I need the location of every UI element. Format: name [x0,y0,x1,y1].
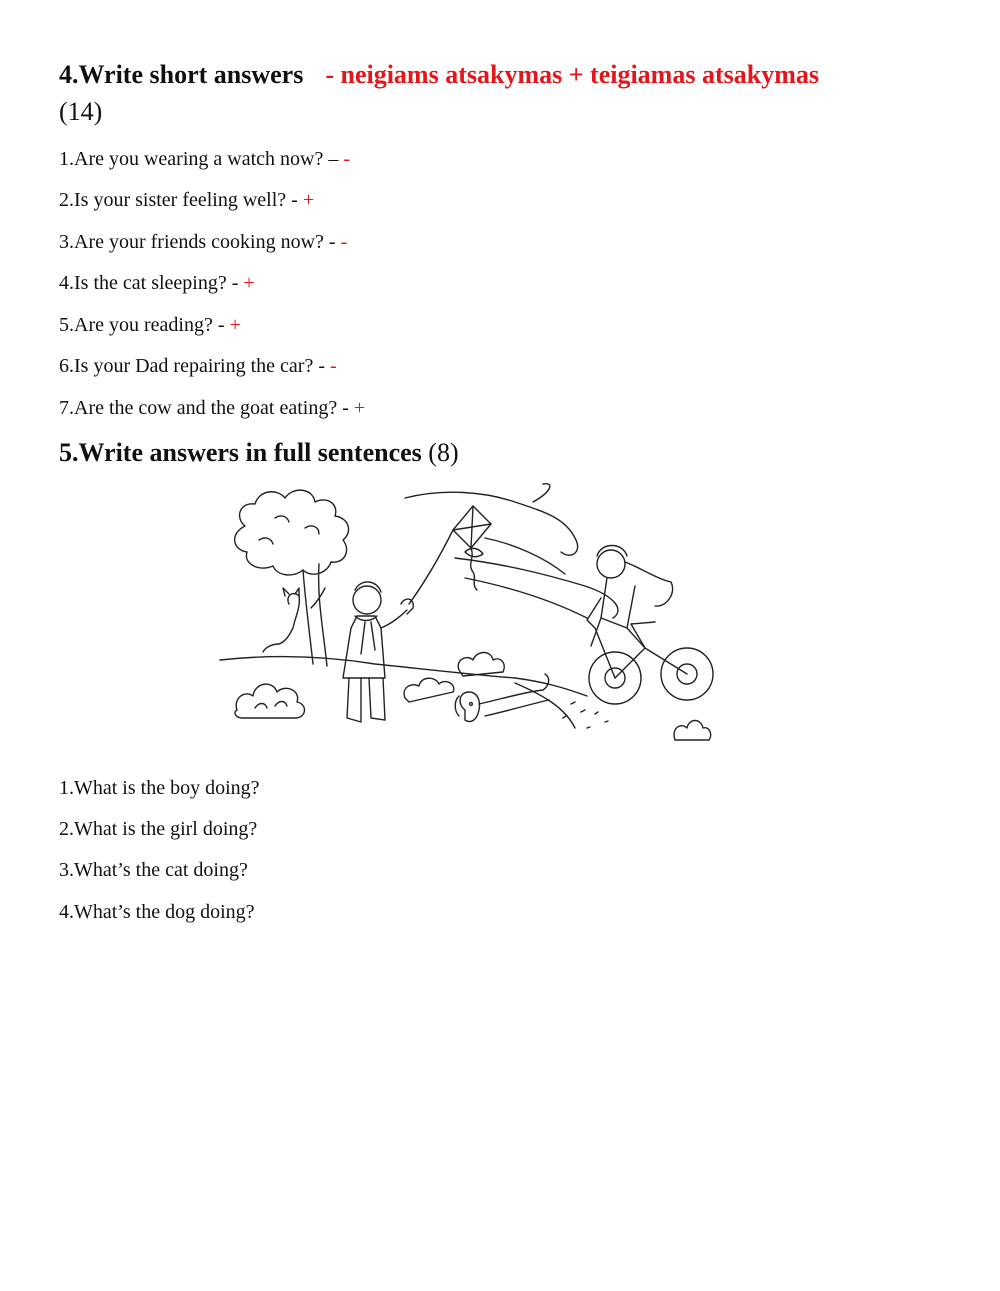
girl-cycling-icon [587,546,713,705]
short-answer-question: 2.Is your sister feeling well? - + [59,189,315,211]
short-answer-question: 7.Are the cow and the goat eating? - + [59,397,366,419]
leaves-icon [563,702,608,728]
negative-mark: - [343,148,351,170]
section4-heading [59,60,819,90]
positive-mark: + [243,272,255,294]
kite-icon [409,506,491,604]
bush-icon [235,653,711,741]
short-answer-question: 5.Are you reading? - + [59,314,241,336]
short-answer-question: 4.Is the cat sleeping? - + [59,272,255,294]
full-answer-question: 3.What’s the cat doing? [59,859,248,881]
short-answer-question: 6.Is your Dad repairing the car? - - [59,355,337,377]
full-answer-question: 4.What’s the dog doing? [59,901,255,923]
negative-mark: - [340,231,348,253]
section5-points: (8) [428,438,459,467]
positive-mark: + [353,397,366,419]
negative-mark: - [330,355,337,377]
full-answer-question: 2.What is the girl doing? [59,818,258,840]
full-answer-question: 1.What is the boy doing? [59,777,260,799]
kite-park-scene-icon [215,478,720,753]
cat-icon [263,588,299,652]
section4-subtitle: - neigiams atsakymas + teigiamas atsakymas [325,60,819,89]
positive-mark: + [302,189,315,211]
boy-icon [343,582,413,722]
bird-icon [465,548,483,556]
tree-icon [235,490,349,666]
wind-icon [405,484,618,618]
section5-heading [59,438,459,468]
section4-title: 4.Write short answers [59,60,304,89]
section5-title: 5.Write answers in full sentences [59,438,422,467]
positive-mark: + [229,314,241,336]
short-answer-question: 1.Are you wearing a watch now? – - [59,148,351,170]
short-answer-question: 3.Are your friends cooking now? - - [59,231,348,253]
section4-points: (14) [59,97,103,126]
